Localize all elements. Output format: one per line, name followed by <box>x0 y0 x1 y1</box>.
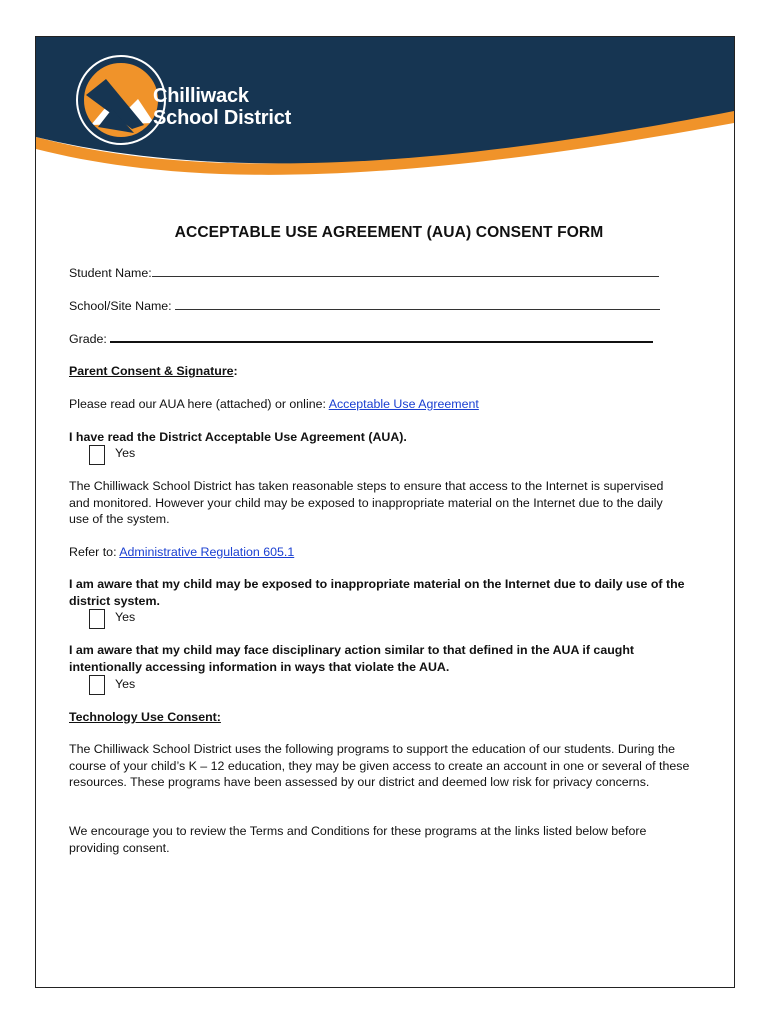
q3-checkbox[interactable] <box>89 675 105 695</box>
school-name-field[interactable] <box>175 297 660 310</box>
grade-label: Grade: <box>69 332 107 346</box>
refer-line <box>69 544 294 561</box>
form-title: ACCEPTABLE USE AGREEMENT (AUA) CONSENT FORM <box>174 224 604 241</box>
question-1: I have read the District Acceptable Use Agreement (AUA). <box>69 430 407 444</box>
q3-yes-label: Yes <box>115 677 136 691</box>
tech-paragraph: The Chilliwack School District uses the following programs to support the education of our students. During the course of your child’s K – 12 education, they may be given access to create an account in one or several of these resources. These programs have been assessed by our district and deemed low risk for privacy concerns. <box>69 742 690 789</box>
tech-use-heading: Technology Use Consent: <box>69 710 221 724</box>
question-3: I am aware that my child may face disciplinary action similar to that defined in the AUA if caught intentionally accessing information in ways that violate the AUA. <box>69 643 635 674</box>
form-page <box>35 36 735 988</box>
encourage-paragraph: We encourage you to review the Terms and Conditions for these programs at the links listed below before providing consent. <box>69 824 647 855</box>
district-logo-icon <box>77 56 165 144</box>
grade-field[interactable] <box>110 329 653 343</box>
student-name-label: Student Name: <box>69 266 152 280</box>
brand-line-2: School District <box>153 107 292 129</box>
internet-paragraph: The Chilliwack School District has taken reasonable steps to ensure that access to the Internet is supervised and monitored. However your child may be exposed to inappropriate material on the Internet due to the daily use of the system. <box>69 479 664 526</box>
parent-consent-heading-row: Parent Consent & Signature: <box>69 364 238 378</box>
refer-text: Refer to: <box>69 545 120 559</box>
school-name-row <box>69 297 660 315</box>
school-name-label: School/Site Name: <box>69 299 172 313</box>
q2-yes-label: Yes <box>115 610 136 624</box>
q1-checkbox[interactable] <box>89 445 105 465</box>
district-name <box>153 85 291 129</box>
regulation-link[interactable]: Administrative Regulation 605.1 <box>119 545 295 559</box>
question-2: I am aware that my child may be exposed to inappropriate material on the Internet due to daily use of the district system. <box>69 577 685 608</box>
q2-checkbox[interactable] <box>89 609 105 629</box>
read-aua-text: Please read our AUA here (attached) or online: <box>69 397 329 411</box>
parent-consent-heading: Parent Consent & Signature <box>69 364 234 378</box>
student-name-field[interactable] <box>152 264 659 277</box>
brand-line-1: Chilliwack <box>153 85 249 107</box>
q1-yes-label: Yes <box>115 446 136 460</box>
header-banner <box>36 37 734 177</box>
aua-link[interactable]: Acceptable Use Agreement <box>328 397 479 411</box>
grade-row <box>69 329 653 348</box>
student-name-row <box>69 264 659 282</box>
read-aua-line <box>69 396 479 413</box>
